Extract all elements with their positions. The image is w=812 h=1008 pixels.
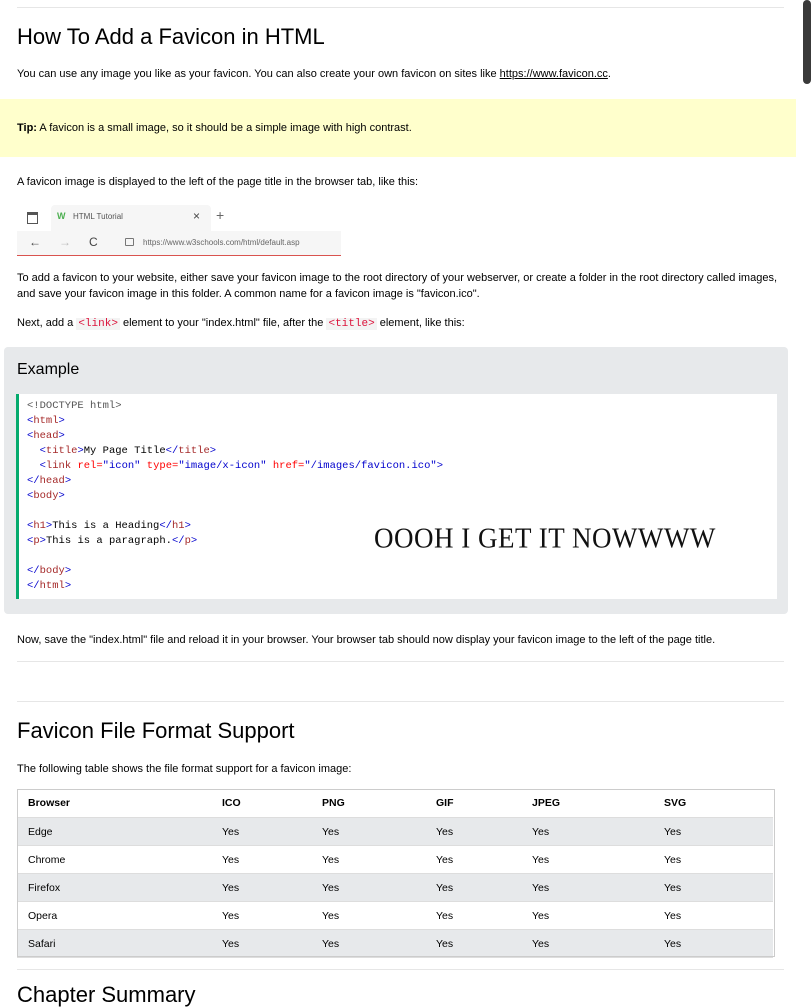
close-icon: × (193, 209, 201, 223)
scrollbar[interactable] (798, 0, 812, 994)
lock-icon (125, 238, 134, 246)
col-header: ICO (222, 797, 241, 809)
divider (17, 969, 784, 970)
table-intro: The following table shows the file format support for a favicon image: (17, 763, 352, 775)
scrollbar-thumb[interactable] (803, 0, 811, 84)
intro-paragraph: You can use any image you like as your favicon. You can also create your own favicon on sites like https://www.favicon.cc. (17, 68, 611, 80)
tab-title: HTML Tutorial (73, 212, 123, 221)
back-icon: ← (29, 235, 41, 249)
tip-box (0, 99, 796, 157)
table-row: Firefox Yes Yes Yes Yes Yes (17, 874, 773, 902)
tab-list-icon (27, 212, 38, 224)
save-paragraph: Now, save the "index.html" file and reload it in your browser. Your browser tab should now display your favicon image to the left of the page title. (17, 634, 716, 646)
example-block (4, 347, 788, 614)
url-bar-text: https://www.w3schools.com/html/default.asp (143, 238, 300, 247)
new-tab-icon: + (216, 207, 225, 223)
table-row: Edge Yes Yes Yes Yes Yes (17, 818, 773, 846)
link-code: <link> (78, 318, 118, 330)
col-header: Browser (28, 797, 71, 809)
favicon-location-paragraph: To add a favicon to your website, either save your favicon image to the root directory of your webserver, or create a folder in the root directory called images, and save your favicon image in this folder. A common name for a favicon image is "favicon.ico". (17, 272, 777, 300)
col-header: SVG (664, 797, 687, 809)
reload-icon: C (89, 235, 98, 249)
next-step-paragraph: Next, add a <link> element to your "index.html" file, after the <title> element, like this: (17, 317, 465, 330)
divider (17, 701, 784, 702)
meme-caption: OOOH I GET IT NOWWWW (374, 522, 716, 554)
favicon-cc-link[interactable]: https://www.favicon.cc (499, 68, 608, 80)
browser-tab-image (17, 202, 341, 256)
tip-label: Tip: (17, 122, 37, 134)
divider (17, 661, 784, 662)
tip-text: A favicon is a small image, so it should be a simple image with high contrast. (36, 122, 412, 134)
col-header: PNG (322, 797, 345, 809)
displayed-paragraph: A favicon image is displayed to the left of the page title in the browser tab, like this: (17, 176, 419, 188)
section-title: Favicon File Format Support (17, 718, 295, 743)
example-heading: Example (17, 361, 80, 378)
code-box: <!DOCTYPE html> <html> <head> <title>My Page Title</title> <link rel="icon" type="image/x-icon" href="/images/favicon.ico"> </head> <body> <h1>This is a Heading</h1> <p>This is a paragraph.</p> </body> </html> OOOH I GET IT NOWWWW (16, 394, 777, 599)
next-section-title: Chapter Summary (17, 982, 196, 1007)
forward-icon: → (59, 235, 71, 249)
col-header: JPEG (532, 797, 561, 809)
page-title: How To Add a Favicon in HTML (17, 24, 325, 49)
w3-logo-icon: W (57, 211, 66, 221)
title-code: <title> (328, 318, 375, 330)
table-row: Chrome Yes Yes Yes Yes Yes (17, 846, 773, 874)
col-header: GIF (436, 797, 454, 809)
table-row: Safari Yes Yes Yes Yes Yes (17, 930, 773, 958)
table-border (17, 789, 775, 957)
table-row: Opera Yes Yes Yes Yes Yes (17, 902, 773, 930)
divider (17, 7, 784, 8)
